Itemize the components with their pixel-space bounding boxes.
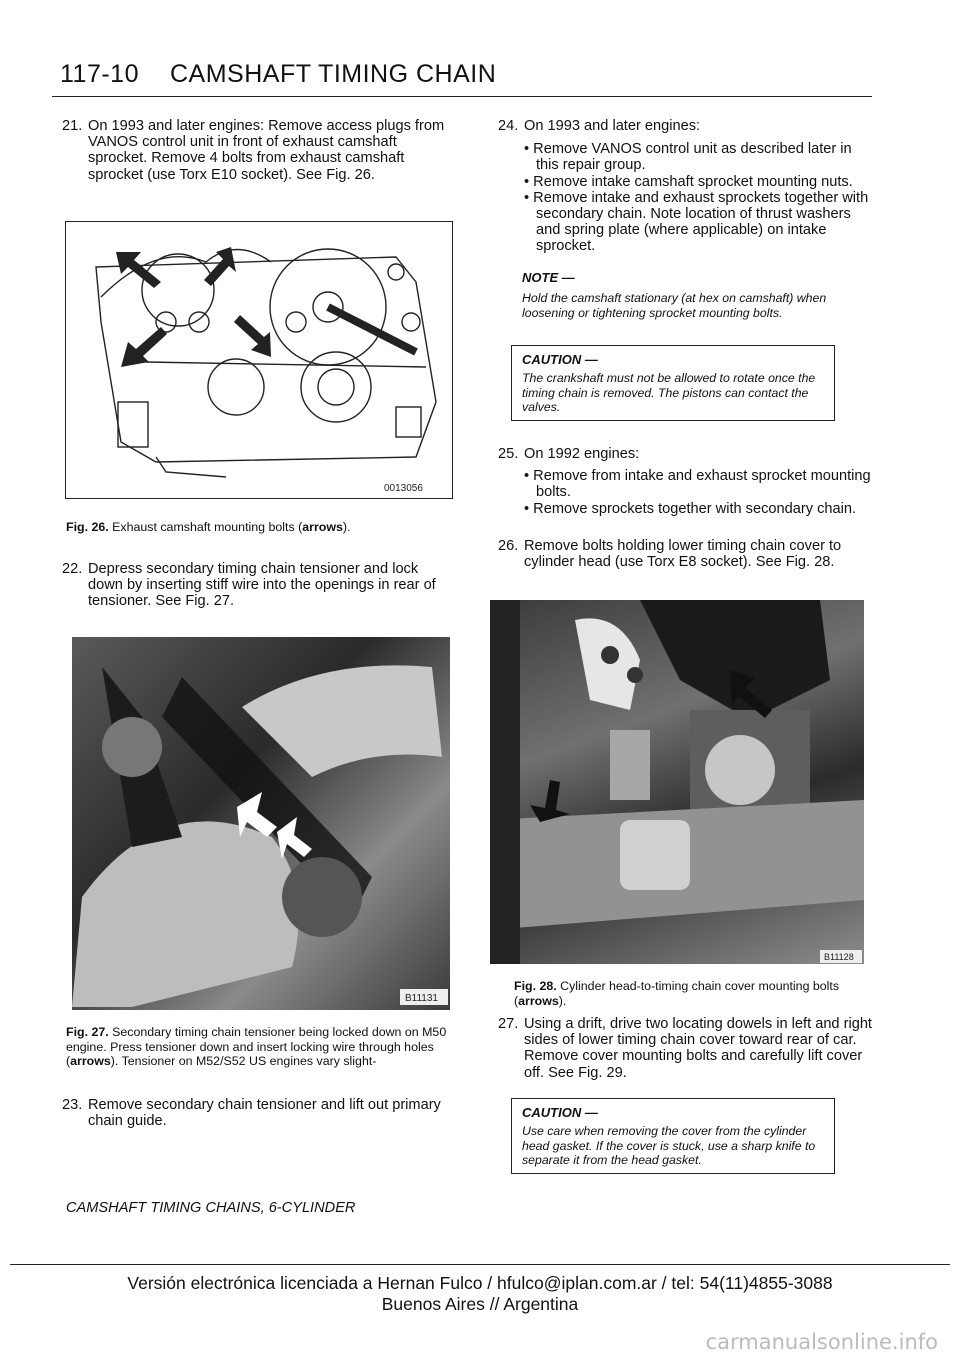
fig-26-label: Fig. 26. [66,520,109,534]
fig-26-caption-end: ). [342,520,351,534]
step-number: 25. [498,446,519,462]
bullet: • Remove intake and exhaust sprockets together with secondary chain. Note location of thrust washers and spring plate (where applicable) on intake sprocket. [524,189,869,255]
step-text: On 1993 and later engines: Remove access plugs from VANOS control unit in front of exhaust camshaft sprocket. Remove 4 bolts from exhaust camshaft sprocket (use Torx E10 socket). See Fig. 26. [88,118,445,183]
note-heading: NOTE — [522,270,575,285]
site-watermark: carmanualsonline.info [705,1330,938,1354]
page-number: 117-10 [60,60,139,88]
step-number: 23. [62,1097,83,1113]
step-number: 27. [498,1016,519,1032]
caution-box-1 [511,345,835,421]
caution-heading: CAUTION — [522,352,598,367]
caution-text: Use care when removing the cover from the cylinder head gasket. If the cover is stuck, use a sharp knife to separate it from the head gasket. [522,1124,816,1167]
step-21 [62,118,454,188]
fig-27-caption [66,1025,456,1069]
step-number: 26. [498,538,519,554]
cylinder-head-photo-shapes [490,600,864,964]
fig-27-label: Fig. 27. [66,1025,109,1039]
license-text [10,1273,950,1315]
step-number: 21. [62,118,83,134]
step-intro: On 1993 and later engines: [524,118,701,134]
section-title: CAMSHAFT TIMING CHAIN [170,60,497,88]
tensioner-photo-shapes [72,637,450,1010]
fig-28-caption-end: ). [558,993,567,1008]
fig-28-caption [514,979,874,1008]
step-text: Remove secondary chain tensioner and lift out primary chain guide. [88,1097,441,1130]
caution-heading: CAUTION — [522,1105,598,1120]
fig-26-illustration [65,221,453,499]
caution-box-2 [511,1098,835,1174]
license-line-1: Versión electrónica licenciada a Hernan Fulco / hfulco@iplan.com.ar / tel: 54(11)4855-3088 [127,1273,833,1293]
step-25-bullets [524,468,874,517]
note-text: Hold the camshaft stationary (at hex on camshaft) when loosening or tightening sprocket mounting bolts. [522,291,827,320]
fig-28-label: Fig. 28. [514,979,557,993]
license-line-2: Buenos Aires // Argentina [381,1294,579,1314]
step-22 [62,561,454,613]
section-footer: CAMSHAFT TIMING CHAINS, 6-CYLINDER [66,1200,356,1216]
fig-27-caption-arrows: arrows [70,1054,111,1069]
step-23 [62,1097,454,1131]
fig-27-image-id: B11131 [405,993,438,1004]
engine-line-drawing [66,222,452,498]
step-text: Depress secondary timing chain tensioner and lock down by inserting stiff wire into the openings in rear of tensioner. See Fig. 27. [88,561,436,610]
fig-27-caption-text: Secondary timing chain tensioner being locked down on M50 engine. Press tensioner down and insert locking wire through holes ( [66,1025,447,1069]
step-intro: On 1992 engines: [524,446,640,462]
fig-26-caption-arrows: arrows [302,520,343,534]
bullet: • Remove sprockets together with secondary chain. [524,500,857,517]
step-number: 24. [498,118,519,134]
step-text: Remove bolts holding lower timing chain cover to cylinder head (use Torx E8 socket). See Fig. 28. [524,538,842,571]
fig-28-image-id: B11128 [824,952,854,962]
fig-26-caption-text: Exhaust camshaft mounting bolts ( [108,520,303,534]
bullet: • Remove intake camshaft sprocket mounting nuts. [524,173,853,190]
page-header [52,56,872,97]
fig-26-image-id: 0013056 [384,483,423,494]
note-block [522,270,872,320]
fig-26-caption [66,520,456,535]
bullet: • Remove VANOS control unit as described later in this repair group. [524,141,852,174]
fig-28-caption-arrows: arrows [518,993,559,1008]
step-24-bullets [524,141,874,254]
fig-28-caption-text: Cylinder head-to-timing chain cover mounting bolts ( [514,979,840,1008]
step-text: Using a drift, drive two locating dowels in left and right sides of lower timing chain cover toward rear of car. Remove cover mounting bolts and carefully lift cover off. See Fig. 29. [524,1016,872,1081]
step-number: 22. [62,561,83,577]
fig-28-photo [490,600,864,964]
fig-27-caption-end: ). Tensioner on M52/S52 US engines vary slight- [110,1054,377,1069]
caution-text: The crankshaft must not be allowed to rotate once the timing chain is removed. The pistons can contact the valves. [522,371,816,414]
bullet: • Remove from intake and exhaust sprocket mounting bolts. [524,468,871,501]
license-footer [10,1264,950,1358]
fig-27-photo [72,637,450,1010]
